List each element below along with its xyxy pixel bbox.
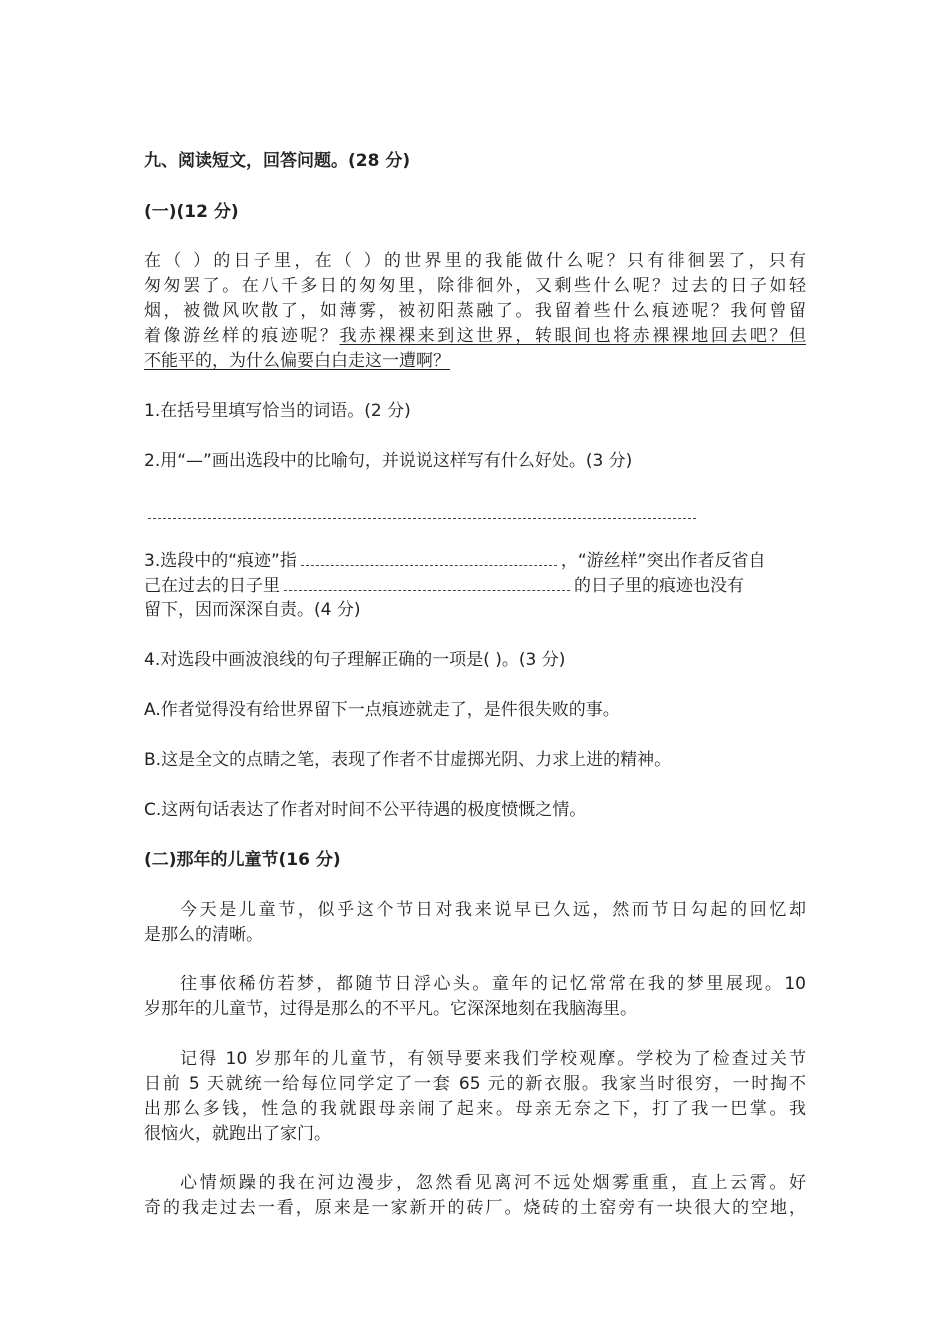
question-4: 4.对选段中画波浪线的句子理解正确的一项是( )。(3 分) — [144, 650, 566, 670]
question-3-text-d: 的日子里的痕迹也没有 — [574, 576, 744, 596]
section-heading: 九、阅读短文，回答问题。(28 分) — [144, 151, 411, 171]
p2-line-2: 岁那年的儿童节，过得是那么的不平凡。它深深地刻在我脑海里。 — [144, 999, 637, 1019]
p3-line-2: 日前 5 天就统一给每位同学定了一套 65 元的新衣服。我家当时很穷，一时掏不 — [144, 1074, 806, 1094]
passage1-line-1: 在（ ）的日子里，在（ ）的世界里的我能做什么呢？只有徘徊罢了，只有 — [144, 251, 806, 271]
passage1-line-4 — [144, 324, 806, 348]
question-1: 1.在括号里填写恰当的词语。(2 分) — [144, 401, 411, 421]
p4-line-2: 奇的我走过去一看，原来是一家新开的砖厂。烧砖的土窑旁有一块很大的空地， — [144, 1198, 806, 1218]
question-3-text-b: ，“游丝样”突出作者反省自 — [560, 551, 766, 571]
wavy-sentence-part-2: 不能平的，为什么偏要白白走这一遭啊？ — [144, 351, 450, 371]
p3-line-3: 出那么多钱，性急的我就跟母亲闹了起来。母亲无奈之下，打了我一巴掌。我 — [144, 1099, 806, 1119]
part1-heading: (一)(12 分) — [144, 202, 239, 222]
p3-line-1: 记得 10 岁那年的儿童节，有领导要来我们学校观摩。学校为了检查过关节 — [180, 1049, 806, 1069]
question-3-line-2 — [144, 574, 744, 598]
p2-line-1: 往事依稀仿若梦，都随节日浮心头。童年的记忆常常在我的梦里展现。10 — [180, 974, 806, 994]
part2-heading: (二)那年的儿童节(16 分) — [144, 850, 341, 870]
passage1-line-2: 匆匆罢了。在八千多日的匆匆里，除徘徊外，又剩些什么呢？过去的日子如轻 — [144, 276, 806, 296]
wavy-sentence-part-1: 我赤裸裸来到这世界，转眼间也将赤裸裸地回去吧？但 — [339, 326, 807, 346]
p3-line-4: 很恼火，就跑出了家门。 — [144, 1124, 331, 1144]
question-3-text-c: 己在过去的日子里 — [144, 576, 280, 596]
question-2: 2.用“—”画出选段中的比喻句，并说说这样写有什么好处。(3 分) — [144, 451, 633, 471]
question-3-line-3: 留下，因而深深自责。(4 分) — [144, 600, 361, 620]
answer-blank-q3-1[interactable] — [301, 551, 557, 566]
passage1-line-3: 烟，被微风吹散了，如薄雾，被初阳蒸融了。我留着些什么痕迹呢？我何曾留 — [144, 301, 806, 321]
answer-line-q2[interactable] — [148, 518, 696, 519]
p1-line-2: 是那么的清晰。 — [144, 925, 263, 945]
p1-line-1: 今天是儿童节，似乎这个节日对我来说早已久远，然而节日勾起的回忆却 — [180, 900, 806, 920]
answer-blank-q3-2[interactable] — [284, 576, 570, 591]
question-3-text-a: 3.选段中的“痕迹”指 — [144, 551, 297, 571]
option-b: B.这是全文的点睛之笔，表现了作者不甘虚掷光阴、力求上进的精神。 — [144, 750, 672, 770]
p4-line-1: 心情烦躁的我在河边漫步，忽然看见离河不远处烟雾重重，直上云霄。好 — [180, 1173, 806, 1193]
passage1-line-4-plain: 着像游丝样的痕迹呢？ — [144, 326, 340, 346]
option-c: C.这两句话表达了作者对时间不公平待遇的极度愤慨之情。 — [144, 800, 587, 820]
question-3-line-1 — [144, 549, 765, 573]
option-a: A.作者觉得没有给世界留下一点痕迹就走了，是件很失败的事。 — [144, 700, 620, 720]
